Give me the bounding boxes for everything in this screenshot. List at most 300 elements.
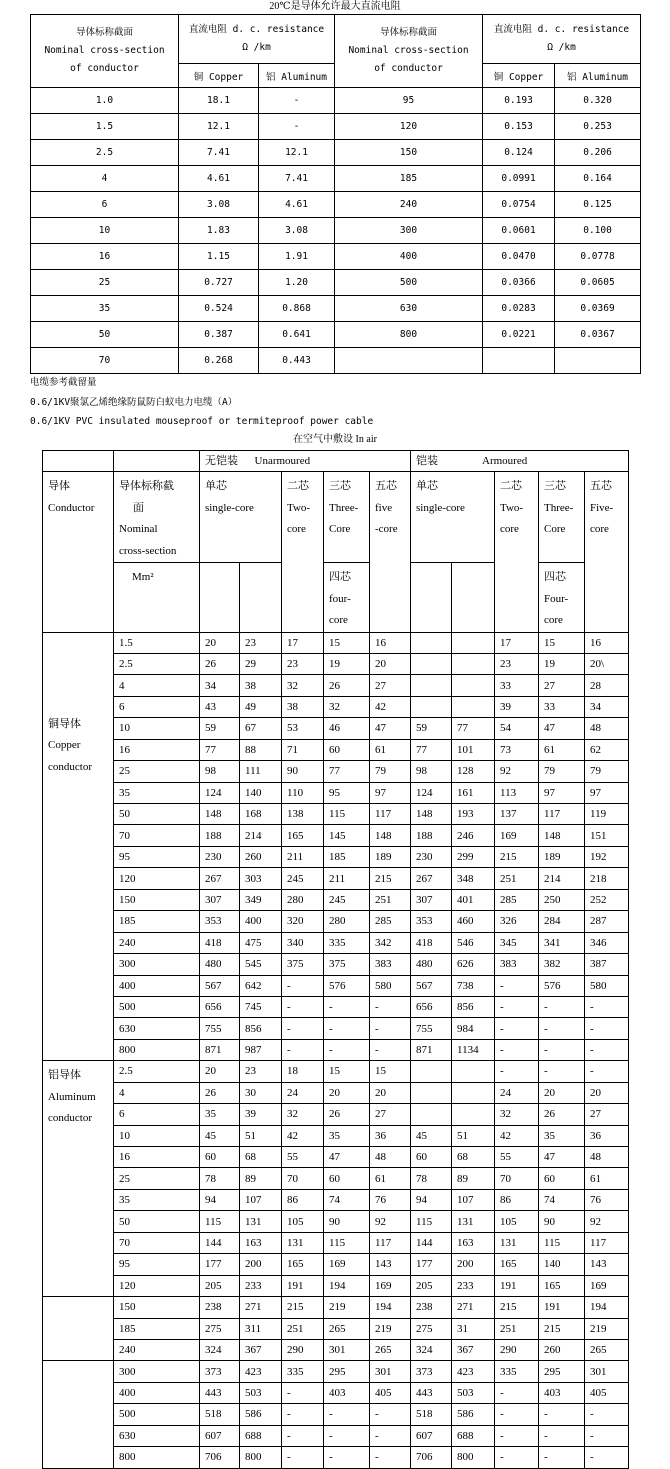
capacity-cell: -: [324, 1018, 370, 1039]
capacity-cell: 405: [585, 1382, 629, 1403]
capacity-cell: 165: [282, 825, 324, 846]
capacity-cell: 148: [200, 804, 240, 825]
resistance-cell: 3.08: [259, 218, 335, 244]
section-size-cell: 150: [114, 1297, 200, 1318]
capacity-cell: 97: [370, 782, 411, 803]
capacity-cell: -: [282, 1425, 324, 1446]
capacity-cell: 42: [495, 1125, 539, 1146]
capacity-row: [43, 889, 629, 910]
resistance-cell: 500: [335, 270, 483, 296]
capacity-cell: 15: [324, 632, 370, 653]
capacity-cell: 26: [200, 653, 240, 674]
resistance-cell: 0.253: [555, 114, 641, 140]
resistance-cell: 1.0: [31, 88, 179, 114]
section-size-cell: 25: [114, 761, 200, 782]
copper-header: 铜 Copper: [179, 64, 259, 88]
resistance-cell: 16: [31, 244, 179, 270]
capacity-cell: 475: [240, 932, 282, 953]
capacity-cell: 89: [452, 1168, 495, 1189]
capacity-cell: 295: [539, 1361, 585, 1382]
capacity-cell: 47: [539, 1147, 585, 1168]
capacity-cell: 245: [324, 889, 370, 910]
capacity-cell: 545: [240, 954, 282, 975]
capacity-cell: 280: [282, 889, 324, 910]
capacity-row: [43, 1104, 629, 1125]
capacity-cell: -: [539, 1018, 585, 1039]
capacity-cell: 642: [240, 975, 282, 996]
capacity-cell: [411, 1082, 452, 1103]
capacity-cell: 115: [324, 804, 370, 825]
resistance-row: [31, 244, 641, 270]
capacity-cell: -: [539, 1404, 585, 1425]
capacity-cell: [411, 653, 452, 674]
capacity-cell: -: [324, 1039, 370, 1060]
capacity-cell: 177: [411, 1254, 452, 1275]
capacity-cell: 348: [452, 868, 495, 889]
capacity-cell: 78: [411, 1168, 452, 1189]
resistance-cell: 0.524: [179, 296, 259, 322]
capacity-cell: -: [495, 996, 539, 1017]
resistance-row: [31, 192, 641, 218]
capacity-cell: -: [282, 1382, 324, 1403]
capacity-cell: 145: [324, 825, 370, 846]
capacity-cell: -: [585, 996, 629, 1017]
capacity-cell: 546: [452, 932, 495, 953]
capacity-cell: -: [495, 1425, 539, 1446]
resistance-cell: 1.20: [259, 270, 335, 296]
resistance-cell: 70: [31, 348, 179, 374]
capacity-cell: -: [370, 1425, 411, 1446]
capacity-cell: 518: [411, 1404, 452, 1425]
capacity-cell: 92: [585, 1211, 629, 1232]
capacity-cell: -: [495, 1447, 539, 1468]
section-size-cell: 630: [114, 1425, 200, 1446]
capacity-cell: 148: [370, 825, 411, 846]
capacity-cell: -: [585, 1039, 629, 1060]
section-size-cell: 240: [114, 932, 200, 953]
capacity-cell: -: [282, 1404, 324, 1425]
section-size-cell: 35: [114, 782, 200, 803]
capacity-cell: 163: [240, 1232, 282, 1253]
capacity-row: [43, 1361, 629, 1382]
capacity-cell: 161: [452, 782, 495, 803]
capacity-cell: 984: [452, 1018, 495, 1039]
section-size-cell: 10: [114, 718, 200, 739]
capacity-row: [43, 804, 629, 825]
capacity-cell: 480: [411, 954, 452, 975]
capacity-cell: 137: [495, 804, 539, 825]
capacity-cell: -: [495, 1061, 539, 1082]
capacity-cell: 165: [495, 1254, 539, 1275]
capacity-cell: 576: [539, 975, 585, 996]
capacity-row: [43, 996, 629, 1017]
capacity-cell: 119: [585, 804, 629, 825]
capacity-cell: 382: [539, 954, 585, 975]
capacity-cell: 215: [282, 1297, 324, 1318]
capacity-cell: 169: [370, 1275, 411, 1296]
capacity-cell: 367: [240, 1339, 282, 1360]
capacity-cell: [452, 696, 495, 717]
capacity-cell: 215: [539, 1318, 585, 1339]
capacity-table-title: 在空气中敷设 In air: [293, 434, 377, 445]
resistance-cell: 50: [31, 322, 179, 348]
resistance-cell: 0.387: [179, 322, 259, 348]
capacity-cell: 580: [370, 975, 411, 996]
capacity-cell: 68: [240, 1147, 282, 1168]
capacity-cell: -: [539, 1061, 585, 1082]
unit-mm2-header: Mm²: [114, 563, 200, 633]
resistance-row: [31, 114, 641, 140]
capacity-cell: 607: [200, 1425, 240, 1446]
capacity-cell: -: [539, 996, 585, 1017]
capacity-cell: -: [370, 1447, 411, 1468]
capacity-cell: 191: [539, 1297, 585, 1318]
capacity-cell: 70: [495, 1168, 539, 1189]
resistance-cell: 3.08: [179, 192, 259, 218]
capacity-row: [43, 1039, 629, 1060]
section-size-cell: 35: [114, 1189, 200, 1210]
capacity-row: [43, 825, 629, 846]
capacity-cell: 17: [282, 632, 324, 653]
capacity-cell: [411, 696, 452, 717]
capacity-cell: 74: [539, 1189, 585, 1210]
capacity-cell: 299: [452, 846, 495, 867]
capacity-cell: 110: [282, 782, 324, 803]
capacity-cell: 128: [452, 761, 495, 782]
capacity-cell: 20: [585, 1082, 629, 1103]
capacity-cell: 800: [240, 1447, 282, 1468]
capacity-cell: 163: [452, 1232, 495, 1253]
capacity-cell: 27: [539, 675, 585, 696]
capacity-cell: [452, 1104, 495, 1125]
capacity-cell: 111: [240, 761, 282, 782]
capacity-cell: 151: [585, 825, 629, 846]
capacity-row: [43, 1447, 629, 1468]
capacity-cell: 345: [495, 932, 539, 953]
resistance-cell: 0.0605: [555, 270, 641, 296]
section-size-cell: 2.5: [114, 653, 200, 674]
header-blank: [200, 563, 240, 633]
capacity-cell: 33: [539, 696, 585, 717]
capacity-cell: -: [539, 1425, 585, 1446]
capacity-cell: 267: [411, 868, 452, 889]
capacity-cell: 280: [324, 911, 370, 932]
capacity-cell: 567: [411, 975, 452, 996]
capacity-cell: 755: [411, 1018, 452, 1039]
capacity-cell: 460: [452, 911, 495, 932]
capacity-row: [43, 1061, 629, 1082]
capacity-cell: 86: [282, 1189, 324, 1210]
capacity-cell: 423: [240, 1361, 282, 1382]
capacity-cell: 15: [539, 632, 585, 653]
capacity-cell: 53: [282, 718, 324, 739]
capacity-row: [43, 1082, 629, 1103]
capacity-cell: 79: [539, 761, 585, 782]
nominal-section-header: 导体标称截 面 Nominal cross-section: [114, 472, 200, 563]
capacity-cell: -: [495, 1382, 539, 1403]
capacity-cell: 367: [452, 1339, 495, 1360]
capacity-cell: 17: [495, 632, 539, 653]
capacity-cell: 60: [324, 1168, 370, 1189]
capacity-cell: 503: [240, 1382, 282, 1403]
header-blank: [452, 563, 495, 633]
capacity-cell: 131: [495, 1232, 539, 1253]
resistance-cell: 0.0470: [483, 244, 555, 270]
capacity-cell: 92: [495, 761, 539, 782]
capacity-cell: 383: [370, 954, 411, 975]
capacity-cell: 326: [495, 911, 539, 932]
capacity-cell: 20\: [585, 653, 629, 674]
resistance-row: [31, 166, 641, 192]
aluminum-header: 铝 Aluminum: [555, 64, 641, 88]
capacity-cell: 77: [411, 739, 452, 760]
resistance-cell: 0.0221: [483, 322, 555, 348]
capacity-cell: 48: [585, 718, 629, 739]
note-cable-type-cn: 0.6/1KV聚氯乙烯绝缘防鼠防白蚁电力电缆（A）: [30, 397, 238, 408]
capacity-cell: 403: [324, 1382, 370, 1403]
capacity-cell: 76: [370, 1189, 411, 1210]
capacity-row: [43, 1254, 629, 1275]
capacity-cell: 295: [324, 1361, 370, 1382]
capacity-cell: 20: [539, 1082, 585, 1103]
capacity-cell: 140: [539, 1254, 585, 1275]
capacity-cell: 324: [200, 1339, 240, 1360]
capacity-cell: 60: [324, 739, 370, 760]
capacity-cell: [452, 653, 495, 674]
capacity-cell: -: [282, 1447, 324, 1468]
capacity-cell: 117: [370, 1232, 411, 1253]
section-size-cell: 10: [114, 1125, 200, 1146]
capacity-cell: 303: [240, 868, 282, 889]
resistance-cell: 1.15: [179, 244, 259, 270]
capacity-cell: 90: [324, 1211, 370, 1232]
capacity-cell: 115: [200, 1211, 240, 1232]
capacity-cell: 131: [452, 1211, 495, 1232]
capacity-row: [43, 1189, 629, 1210]
capacity-row: [43, 1339, 629, 1360]
resistance-row: [31, 88, 641, 114]
capacity-cell: 143: [370, 1254, 411, 1275]
capacity-cell: -: [495, 1039, 539, 1060]
capacity-cell: 251: [282, 1318, 324, 1339]
resistance-cell: 0.268: [179, 348, 259, 374]
capacity-cell: 324: [411, 1339, 452, 1360]
capacity-cell: 39: [240, 1104, 282, 1125]
capacity-cell: 26: [539, 1104, 585, 1125]
capacity-cell: 290: [495, 1339, 539, 1360]
capacity-cell: 307: [411, 889, 452, 910]
resistance-cell: 0.206: [555, 140, 641, 166]
resistance-cell: 12.1: [179, 114, 259, 140]
resistance-cell: 240: [335, 192, 483, 218]
capacity-cell: 238: [200, 1297, 240, 1318]
capacity-cell: 301: [585, 1361, 629, 1382]
capacity-cell: 47: [539, 718, 585, 739]
capacity-cell: -: [495, 975, 539, 996]
section-size-cell: 4: [114, 675, 200, 696]
capacity-cell: 143: [585, 1254, 629, 1275]
capacity-cell: 311: [240, 1318, 282, 1339]
resistance-cell: 2.5: [31, 140, 179, 166]
resistance-cell: 95: [335, 88, 483, 114]
capacity-cell: 567: [200, 975, 240, 996]
aluminum-conductor-label: 铝导体 Aluminum conductor: [43, 1061, 114, 1297]
capacity-cell: 586: [240, 1404, 282, 1425]
section-size-cell: 800: [114, 1447, 200, 1468]
capacity-cell: 115: [411, 1211, 452, 1232]
capacity-cell: 42: [370, 696, 411, 717]
capacity-cell: [411, 1061, 452, 1082]
resistance-cell: [335, 348, 483, 374]
capacity-cell: 401: [452, 889, 495, 910]
capacity-cell: 200: [452, 1254, 495, 1275]
capacity-cell: 373: [411, 1361, 452, 1382]
section-size-cell: 800: [114, 1039, 200, 1060]
capacity-cell: 117: [585, 1232, 629, 1253]
resistance-table-title: 20℃是导体允许最大直流电阻: [269, 1, 401, 12]
capacity-cell: 307: [200, 889, 240, 910]
capacity-cell: 16: [585, 632, 629, 653]
capacity-cell: 30: [240, 1082, 282, 1103]
capacity-cell: -: [324, 1425, 370, 1446]
capacity-cell: 265: [585, 1339, 629, 1360]
capacity-row: [43, 675, 629, 696]
resistance-table: [30, 14, 641, 374]
resistance-cell: 12.1: [259, 140, 335, 166]
capacity-cell: 27: [585, 1104, 629, 1125]
capacity-cell: -: [282, 996, 324, 1017]
capacity-cell: 230: [200, 846, 240, 867]
capacity-cell: 15: [324, 1061, 370, 1082]
capacity-cell: 79: [370, 761, 411, 782]
capacity-cell: 265: [324, 1318, 370, 1339]
capacity-cell: 353: [200, 911, 240, 932]
capacity-cell: 250: [539, 889, 585, 910]
capacity-cell: 117: [370, 804, 411, 825]
capacity-cell: 27: [370, 1104, 411, 1125]
capacity-cell: 745: [240, 996, 282, 1017]
capacity-cell: 55: [495, 1147, 539, 1168]
section-header-right: 导体标称截面 Nominal cross-section of conductor: [335, 15, 483, 88]
capacity-cell: -: [370, 1018, 411, 1039]
capacity-cell: 301: [370, 1361, 411, 1382]
resistance-cell: 1.5: [31, 114, 179, 140]
capacity-cell: 98: [411, 761, 452, 782]
capacity-cell: 375: [324, 954, 370, 975]
capacity-cell: 19: [539, 653, 585, 674]
capacity-cell: 260: [240, 846, 282, 867]
section-size-cell: 50: [114, 804, 200, 825]
capacity-cell: 189: [539, 846, 585, 867]
resistance-row: [31, 140, 641, 166]
capacity-cell: 117: [539, 804, 585, 825]
resistance-cell: 7.41: [179, 140, 259, 166]
resistance-row: [31, 296, 641, 322]
capacity-cell: 265: [370, 1339, 411, 1360]
resistance-header-right: 直流电阻 d. c. resistance Ω /km: [483, 15, 641, 64]
capacity-cell: 706: [411, 1447, 452, 1468]
capacity-cell: 89: [240, 1168, 282, 1189]
resistance-cell: 800: [335, 322, 483, 348]
capacity-row: [43, 1275, 629, 1296]
section-size-cell: 300: [114, 954, 200, 975]
capacity-cell: 18: [282, 1061, 324, 1082]
capacity-cell: 20: [370, 653, 411, 674]
capacity-cell: 194: [324, 1275, 370, 1296]
capacity-cell: 105: [282, 1211, 324, 1232]
armoured-header: 铠装 Armoured: [411, 451, 629, 472]
resistance-cell: 0.320: [555, 88, 641, 114]
capacity-cell: [452, 675, 495, 696]
aluminum-header: 铝 Aluminum: [259, 64, 335, 88]
capacity-cell: 23: [240, 1061, 282, 1082]
capacity-cell: 194: [370, 1297, 411, 1318]
capacity-cell: 230: [411, 846, 452, 867]
capacity-cell: 61: [585, 1168, 629, 1189]
section-size-cell: 95: [114, 1254, 200, 1275]
capacity-cell: 115: [539, 1232, 585, 1253]
capacity-cell: 31: [452, 1318, 495, 1339]
capacity-cell: 61: [370, 739, 411, 760]
capacity-cell: 191: [282, 1275, 324, 1296]
capacity-cell: 688: [452, 1425, 495, 1446]
capacity-cell: 656: [411, 996, 452, 1017]
capacity-cell: 218: [585, 868, 629, 889]
capacity-cell: 188: [411, 825, 452, 846]
capacity-cell: 275: [200, 1318, 240, 1339]
capacity-cell: 576: [324, 975, 370, 996]
section-size-cell: 300: [114, 1361, 200, 1382]
five-core-unarmoured-header: 五芯 five -core: [370, 472, 411, 633]
resistance-cell: 4: [31, 166, 179, 192]
section-size-cell: 185: [114, 1318, 200, 1339]
capacity-cell: 580: [585, 975, 629, 996]
capacity-cell: 32: [282, 1104, 324, 1125]
four-core-armoured-header: 四芯 Four- core: [539, 563, 585, 633]
section-size-cell: 500: [114, 1404, 200, 1425]
capacity-cell: 46: [324, 718, 370, 739]
capacity-cell: 19: [324, 653, 370, 674]
header-blank: [43, 451, 114, 472]
capacity-cell: [411, 675, 452, 696]
capacity-cell: 251: [370, 889, 411, 910]
capacity-cell: 94: [200, 1189, 240, 1210]
capacity-row: [43, 1297, 629, 1318]
resistance-cell: 6: [31, 192, 179, 218]
resistance-cell: 0.164: [555, 166, 641, 192]
capacity-cell: 95: [324, 782, 370, 803]
capacity-cell: 32: [495, 1104, 539, 1125]
capacity-cell: 349: [240, 889, 282, 910]
capacity-cell: 94: [411, 1189, 452, 1210]
capacity-cell: 443: [411, 1382, 452, 1403]
capacity-cell: 285: [495, 889, 539, 910]
resistance-row: [31, 322, 641, 348]
capacity-cell: 320: [282, 911, 324, 932]
resistance-cell: 7.41: [259, 166, 335, 192]
capacity-cell: [452, 1082, 495, 1103]
capacity-cell: 423: [452, 1361, 495, 1382]
capacity-cell: 60: [539, 1168, 585, 1189]
capacity-cell: 97: [539, 782, 585, 803]
section-size-cell: 500: [114, 996, 200, 1017]
capacity-cell: -: [370, 1039, 411, 1060]
capacity-cell: 706: [200, 1447, 240, 1468]
resistance-cell: 0.0991: [483, 166, 555, 192]
resistance-cell: 300: [335, 218, 483, 244]
capacity-cell: 60: [200, 1147, 240, 1168]
capacity-row: [43, 1232, 629, 1253]
